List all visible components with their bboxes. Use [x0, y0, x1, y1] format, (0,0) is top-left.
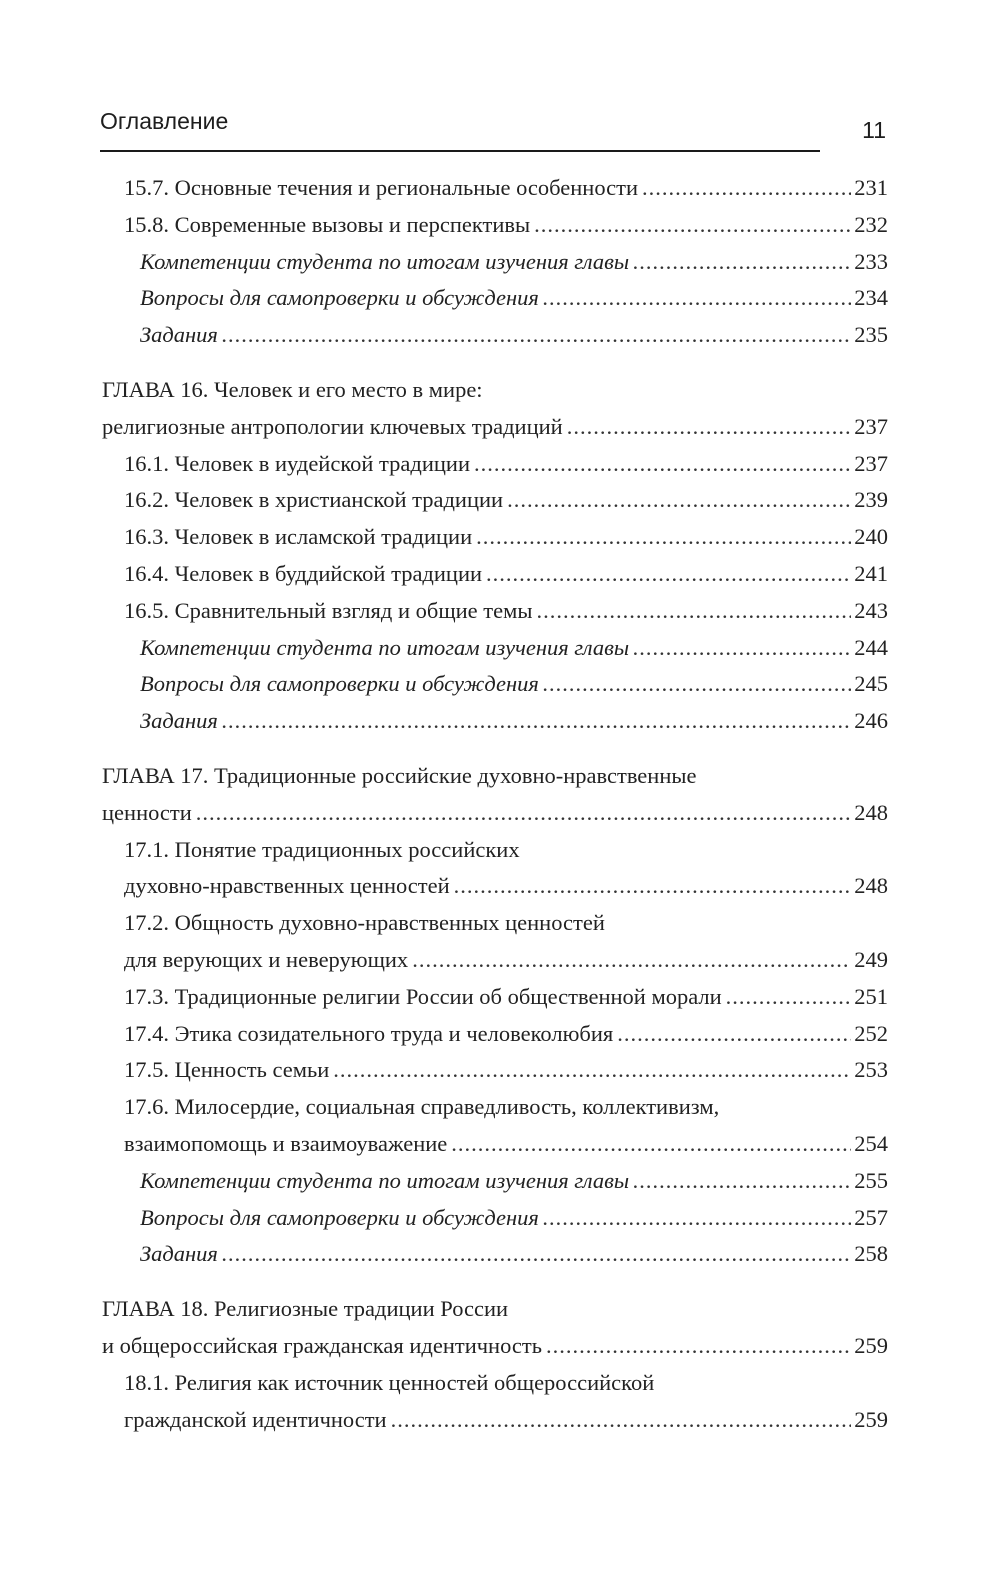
toc-entry[interactable]: 16.2. Человек в христианской традиции ..... 239 [102, 482, 888, 519]
toc-entry[interactable]: Задания ..... 235 [102, 317, 888, 354]
header-title: Оглавление [100, 108, 229, 134]
running-header [100, 108, 820, 152]
chapter-heading-line[interactable]: религиозные антропологии ключевых традиций ..... 237 [102, 409, 888, 446]
toc-group-chapter-18 [102, 1291, 888, 1438]
table-of-contents [102, 170, 888, 1438]
toc-entry[interactable]: Вопросы для самопроверки и обсуждения ..... 234 [102, 280, 888, 317]
chapter-heading-line[interactable]: и общероссийская гражданская идентичность ..... 259 [102, 1328, 888, 1365]
toc-entry[interactable]: 17.4. Этика созидательного труда и человеколюбия ..... 252 [102, 1016, 888, 1053]
toc-entry[interactable]: Задания ..... 258 [102, 1236, 888, 1273]
chapter-heading[interactable]: ГЛАВА 18. Религиозные традиции России [102, 1296, 509, 1322]
toc-entry[interactable]: 15.8. Современные вызовы и перспективы ..... 232 [102, 207, 888, 244]
toc-entry[interactable]: Задания ..... 246 [102, 703, 888, 740]
toc-entry[interactable]: Компетенции студента по итогам изучения главы ..... 255 [102, 1163, 888, 1200]
toc-entry[interactable]: для верующих и неверующих ..... 249 [102, 942, 888, 979]
toc-entry[interactable]: 16.1. Человек в иудейской традиции ..... 237 [102, 446, 888, 483]
toc-entry-first-line[interactable]: 18.1. Религия как источник ценностей общероссийской [124, 1369, 655, 1395]
toc-entry-first-line[interactable]: 17.1. Понятие традиционных российских [124, 836, 520, 862]
chapter-heading[interactable]: ГЛАВА 17. Традиционные российские духовно-нравственные [102, 762, 697, 788]
toc-entry[interactable]: Компетенции студента по итогам изучения главы ..... 244 [102, 630, 888, 667]
toc-entry-first-line[interactable]: 17.6. Милосердие, социальная справедливость, коллективизм, [124, 1094, 720, 1120]
toc-group-chapter-15 [102, 170, 888, 354]
toc-group-chapter-17 [102, 758, 888, 1273]
chapter-heading[interactable]: ГЛАВА 16. Человек и его место в мире: [102, 376, 483, 402]
toc-entry[interactable]: гражданской идентичности ..... 259 [102, 1402, 888, 1439]
toc-entry[interactable]: 16.4. Человек в буддийской традиции ..... 241 [102, 556, 888, 593]
toc-entry[interactable]: Компетенции студента по итогам изучения главы ..... 233 [102, 244, 888, 281]
toc-entry[interactable]: Вопросы для самопроверки и обсуждения ..... 257 [102, 1200, 888, 1237]
page-number: 11 [862, 117, 886, 143]
toc-entry-first-line[interactable]: 17.2. Общность духовно-нравственных ценностей [124, 910, 605, 936]
toc-entry[interactable]: духовно-нравственных ценностей ..... 248 [102, 868, 888, 905]
toc-entry[interactable]: 17.5. Ценность семьи ..... 253 [102, 1052, 888, 1089]
toc-group-chapter-16 [102, 372, 888, 740]
toc-entry[interactable]: взаимопомощь и взаимоуважение ..... 254 [102, 1126, 888, 1163]
toc-entry[interactable]: Вопросы для самопроверки и обсуждения ..... 245 [102, 666, 888, 703]
toc-entry[interactable]: 16.3. Человек в исламской традиции ..... 240 [102, 519, 888, 556]
toc-entry[interactable]: 16.5. Сравнительный взгляд и общие темы ..... 243 [102, 593, 888, 630]
toc-entry[interactable]: 17.3. Традиционные религии России об общественной морали ..... 251 [102, 979, 888, 1016]
chapter-heading-line[interactable]: ценности ..... 248 [102, 795, 888, 832]
toc-entry[interactable]: 15.7. Основные течения и региональные особенности ..... 231 [102, 170, 888, 207]
